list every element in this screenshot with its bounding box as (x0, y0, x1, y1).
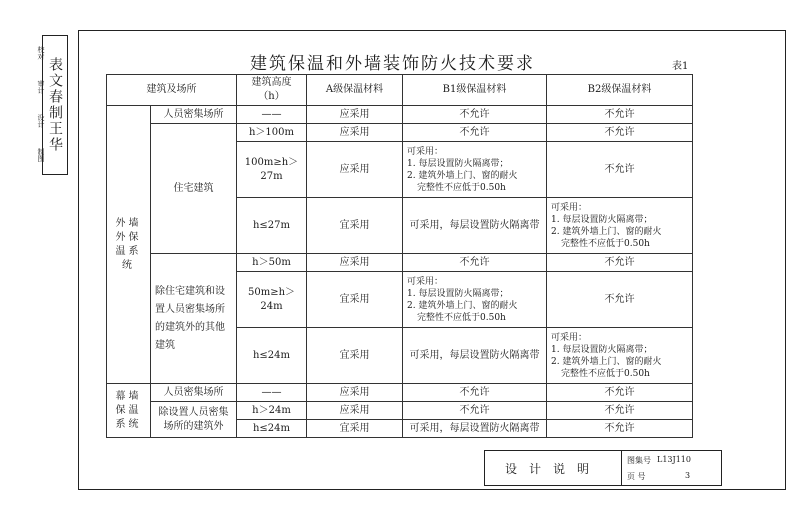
cell-b1: 可采用，每层设置防火隔离带 (403, 198, 547, 254)
cell-b2-conditions (547, 198, 693, 254)
margin-signature-block: 表文春制王华 (42, 35, 68, 175)
cell-b1: 可采用，每层设置防火隔离带 (403, 328, 547, 384)
cell-a: 应采用 (307, 106, 403, 124)
role-draw: 制图 (37, 148, 45, 162)
cell-a: 宜采用 (307, 198, 403, 254)
cell-b1: 可采用，每层设置防火隔离带 (403, 420, 547, 438)
table-row (107, 124, 693, 142)
cell-a: 应采用 (307, 142, 403, 198)
cell-a: 宜采用 (307, 272, 403, 328)
header-b2-class: B2级保温材料 (547, 75, 693, 106)
cell-a: 应采用 (307, 124, 403, 142)
table-row (107, 106, 693, 124)
group-exterior-wall: 外墙外保温系统 (107, 106, 151, 384)
cell-height: 50m≥h＞24m (237, 272, 307, 328)
cell-b2: 不允许 (547, 384, 693, 402)
sub-curtain-other: 除设置人员密集场所的建筑外 (151, 402, 237, 438)
cell-height: h≤27m (237, 198, 307, 254)
cell-b1: 不允许 (403, 124, 547, 142)
cond-head: 可采用： (551, 332, 588, 343)
cond-1: 1. 每层设置防火隔离带； (551, 344, 653, 355)
title-block-divider (621, 451, 622, 485)
cell-b1-conditions (403, 142, 547, 198)
cell-height: h＞50m (237, 254, 307, 272)
cell-height: h＞100m (237, 124, 307, 142)
cond-head: 可采用： (407, 276, 444, 287)
cell-height: h≤24m (237, 328, 307, 384)
cond-2a: 2. 建筑外墙上门、窗的耐火 (551, 226, 662, 237)
table-row (107, 384, 693, 402)
cond-1: 1. 每层设置防火隔离带； (551, 214, 653, 225)
sub-curtain-crowded: 人员密集场所 (151, 384, 237, 402)
atlas-number: L13J110 (657, 455, 691, 464)
cond-2b: 完整性不应低于0.50h (417, 312, 506, 323)
cond-2a: 2. 建筑外墙上门、窗的耐火 (407, 300, 518, 311)
cond-head: 可采用： (407, 146, 444, 157)
cell-height: —— (237, 106, 307, 124)
title-block-label: 设计说明 (504, 461, 601, 476)
header-height: 建筑高度（h） (237, 75, 307, 106)
header-building: 建筑及场所 (107, 75, 237, 106)
cell-a: 应采用 (307, 254, 403, 272)
sub-crowded: 人员密集场所 (151, 106, 237, 124)
cell-a: 应采用 (307, 384, 403, 402)
table-number: 表1 (672, 61, 689, 72)
role-check: 校对 (37, 46, 45, 60)
cell-b1: 不允许 (403, 254, 547, 272)
cell-b2: 不允许 (547, 142, 693, 198)
cell-height: h＞24m (237, 402, 307, 420)
page-label: 页 号 (627, 472, 646, 481)
page-title: 建筑保温和外墙装饰防火技术要求 (250, 54, 535, 74)
cond-1: 1. 每层设置防火隔离带； (407, 288, 509, 299)
cond-2a: 2. 建筑外墙上门、窗的耐火 (551, 356, 662, 367)
title-block (484, 450, 722, 486)
cell-b1: 不允许 (403, 402, 547, 420)
cell-b2-conditions (547, 328, 693, 384)
table-header-row (107, 75, 693, 106)
cond-2a: 2. 建筑外墙上门、窗的耐火 (407, 170, 518, 181)
cell-a: 宜采用 (307, 328, 403, 384)
cell-b2: 不允许 (547, 124, 693, 142)
cell-b1: 不允许 (403, 384, 547, 402)
cell-b2: 不允许 (547, 254, 693, 272)
header-b1-class: B1级保温材料 (403, 75, 547, 106)
header-a-class: A级保温材料 (307, 75, 403, 106)
cell-b2: 不允许 (547, 272, 693, 328)
atlas-label: 图集号 (627, 456, 651, 465)
cell-b1: 不允许 (403, 106, 547, 124)
cell-b2: 不允许 (547, 106, 693, 124)
cell-a: 应采用 (307, 402, 403, 420)
page-number: 3 (685, 471, 691, 480)
sub-non-residential: 除住宅建筑和设置人员密集场所的建筑外的其他建筑 (151, 254, 237, 384)
cell-b2: 不允许 (547, 402, 693, 420)
cond-2b: 完整性不应低于0.50h (561, 238, 650, 249)
cell-b2: 不允许 (547, 420, 693, 438)
cond-2b: 完整性不应低于0.50h (417, 182, 506, 193)
cell-height: 100m≥h＞27m (237, 142, 307, 198)
role-review: 审计 (37, 80, 45, 94)
cond-head: 可采用： (551, 202, 588, 213)
table-row (107, 402, 693, 420)
cell-height: h≤24m (237, 420, 307, 438)
cell-a: 宜采用 (307, 420, 403, 438)
cond-1: 1. 每层设置防火隔离带； (407, 158, 509, 169)
role-design: 设计 (37, 114, 45, 128)
cond-2b: 完整性不应低于0.50h (561, 368, 650, 379)
sub-residential: 住宅建筑 (151, 124, 237, 254)
cell-b1-conditions (403, 272, 547, 328)
fire-requirements-table (106, 74, 693, 438)
cell-height: —— (237, 384, 307, 402)
table-row (107, 254, 693, 272)
group-curtain-wall: 幕墙保温系统 (107, 384, 151, 438)
